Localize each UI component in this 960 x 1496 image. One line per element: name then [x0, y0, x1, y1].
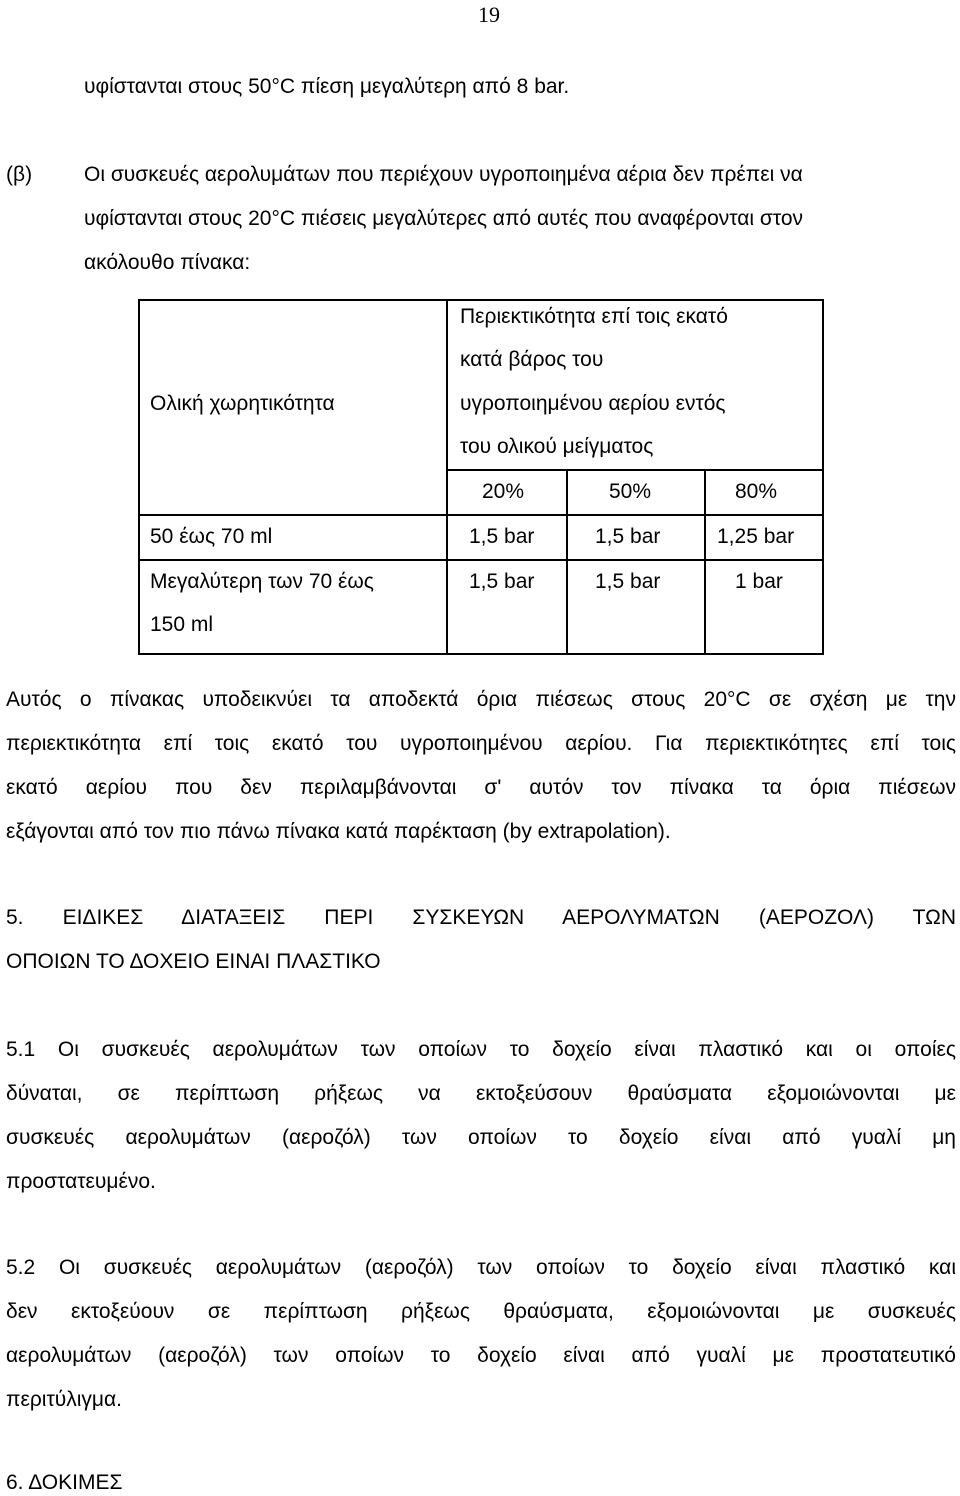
table-divider-row-2: [138, 559, 824, 561]
paragraph-5-2-line-2: δεν εκτοξεύουν σε περίπτωση ρήξεως θραύσματα, εξομοιώνονται με συσκευές: [6, 1300, 956, 1323]
paragraph-5-1-line-2: δύναται, σε περίπτωση ρήξεως να εκτοξεύσουν θραύσματα εξομοιώνονται με: [6, 1082, 956, 1105]
table-row-2-value-50: 1,5 bar: [595, 570, 661, 593]
table-explanation-paragraph: [6, 678, 956, 854]
table-row-1-value-50: 1,5 bar: [595, 525, 661, 548]
beta-text-line-3: ακόλουθο πίνακα:: [84, 251, 251, 274]
table-explanation-line-3: εκατό αερίου που δεν περιλαμβάνονται σ' αυτόν τον πίνακα τα όρια πιέσεων: [6, 776, 956, 799]
table-row-1-value-80: 1,25 bar: [717, 525, 795, 548]
paragraph-5-2-line-4: περιτύλιγμα.: [6, 1388, 122, 1411]
table-row-2-value-20: 1,5 bar: [469, 570, 535, 593]
table-row-2-capacity-line-1: Μεγαλύτερη των 70 έως: [150, 570, 374, 593]
page-number: 19: [478, 2, 500, 27]
table-border-bottom: [138, 653, 824, 655]
table-header-content-line-3: υγροποιημένου αερίου εντός: [460, 392, 726, 415]
table-row-2-value-80: 1 bar: [735, 570, 783, 593]
paragraph-5-2-line-1: 5.2 Οι συσκευές αερολυμάτων (αεροζόλ) των οποίων το δοχείο είναι πλαστικό και: [6, 1256, 956, 1279]
table-border-right: [822, 299, 824, 655]
table-row-2-capacity-line-2: 150 ml: [150, 613, 214, 636]
table-explanation-line-2: περιεκτικότητα επί τοις εκατό του υγροποιημένου αερίου. Για περιεκτικότητες επί τοις: [6, 732, 956, 755]
beta-text-line-1: Οι συσκευές αερολυμάτων που περιέχουν υγροποιημένα αέρια δεν πρέπει να: [84, 163, 803, 186]
table-header-capacity: Ολική χωρητικότητα: [150, 392, 335, 415]
table-divider-row-1: [138, 514, 824, 516]
table-row-1-value-20: 1,5 bar: [469, 525, 535, 548]
paragraph-5-1: [6, 1028, 956, 1204]
table-border-top: [138, 299, 824, 301]
table-percent-80: 80%: [735, 480, 778, 503]
beta-text-line-2: υφίστανται στους 20°C πιέσεις μεγαλύτερες από αυτές που αναφέρονται στον: [84, 207, 804, 230]
table-header-content-line-4: του ολικού μείγματος: [460, 435, 654, 458]
table-explanation-line-4: εξάγονται από τον πιο πάνω πίνακα κατά παρέκταση (by extrapolation).: [6, 820, 671, 843]
paragraph-5-2-line-3: αερολυμάτων (αεροζόλ) των οποίων το δοχείο είναι από γυαλί με προστατευτικό: [6, 1344, 956, 1367]
section-5-heading: [6, 896, 956, 984]
paragraph-5-1-line-4: προστατευμένο.: [6, 1170, 156, 1193]
section-6-heading: 6. ΔΟΚΙΜΕΣ: [6, 1471, 123, 1494]
pressure-limits-table: [138, 299, 824, 655]
table-border-left: [138, 299, 140, 655]
paragraph-5-1-line-1: 5.1 Οι συσκευές αερολυμάτων των οποίων το δοχείο είναι πλαστικό και οι οποίες: [6, 1038, 956, 1061]
table-divider-col-2: [704, 469, 706, 655]
item-label-beta: (β): [6, 163, 33, 186]
table-percent-20: 20%: [482, 480, 525, 503]
section-5-heading-line-1: 5. ΕΙΔΙΚΕΣ ΔΙΑΤΑΞΕΙΣ ΠΕΡΙ ΣΥΣΚΕΥΩΝ ΑΕΡΟΛΥΜΑΤΩΝ (ΑΕΡΟΖΟΛ) ΤΩΝ: [6, 906, 956, 929]
paragraph-5-1-line-3: συσκευές αερολυμάτων (αεροζόλ) των οποίων το δοχείο είναι από γυαλί μη: [6, 1126, 956, 1149]
table-percent-50: 50%: [609, 480, 652, 503]
table-divider-col-1: [566, 469, 568, 655]
table-row-1-capacity: 50 έως 70 ml: [150, 525, 273, 548]
table-header-content-line-2: κατά βάρος του: [460, 348, 604, 371]
intro-tail-text: υφίστανται στους 50°C πίεση μεγαλύτερη από 8 bar.: [84, 75, 570, 98]
table-divider-main: [446, 299, 448, 655]
table-explanation-line-1: Αυτός ο πίνακας υποδεικνύει τα αποδεκτά όρια πιέσεως στους 20°C σε σχέση με την: [6, 688, 956, 711]
section-5-heading-line-2: ΟΠΟΙΩΝ ΤΟ ΔΟΧΕΙΟ ΕΙΝΑΙ ΠΛΑΣΤΙΚΟ: [6, 950, 381, 973]
paragraph-5-2: [6, 1246, 956, 1422]
table-header-content-line-1: Περιεκτικότητα επί τοις εκατό: [460, 305, 728, 328]
table-divider-header: [446, 469, 824, 471]
